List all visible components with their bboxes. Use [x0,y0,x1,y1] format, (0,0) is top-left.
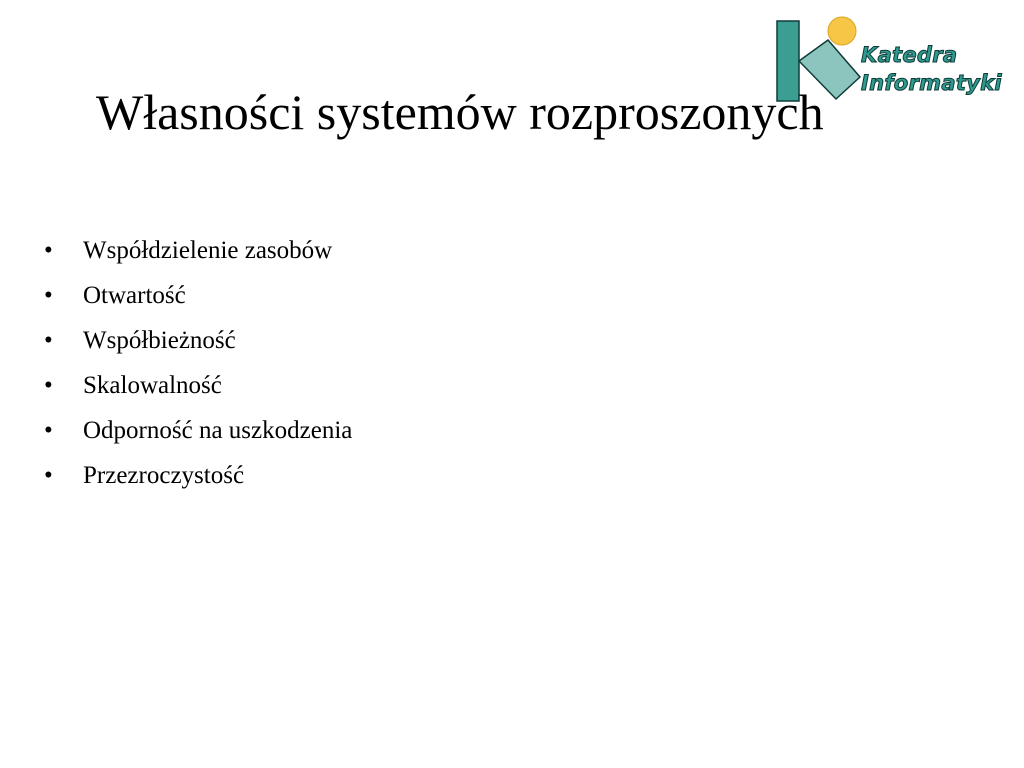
logo-line-katedra: Katedra [861,43,958,67]
bullet-item [44,363,352,408]
slide-title: Własności systemów rozproszonych [96,84,824,140]
bullet-text: Przezroczystość [83,462,245,489]
bullet-text: Skalowalność [83,372,222,399]
bullet-item [44,408,352,453]
bullet-marker: • [44,372,53,399]
bullet-marker: • [44,237,53,264]
bullet-marker: • [44,417,53,444]
bullet-list [44,228,352,498]
bullet-item [44,273,352,318]
logo-text [861,41,1002,97]
bullet-text: Współdzielenie zasobów [83,237,333,264]
bullet-text: Współbieżność [83,327,236,354]
bullet-item [44,453,352,498]
bullet-item [44,318,352,363]
logo-line-informatyki: Informatyki [861,71,1002,95]
bullet-marker: • [44,462,53,489]
bullet-marker: • [44,282,53,309]
bullet-marker: • [44,327,53,354]
bullet-text: Otwartość [83,282,186,309]
bullet-item [44,228,352,273]
bullet-text: Odporność na uszkodzenia [83,417,353,444]
logo-sun-circle [828,17,856,45]
